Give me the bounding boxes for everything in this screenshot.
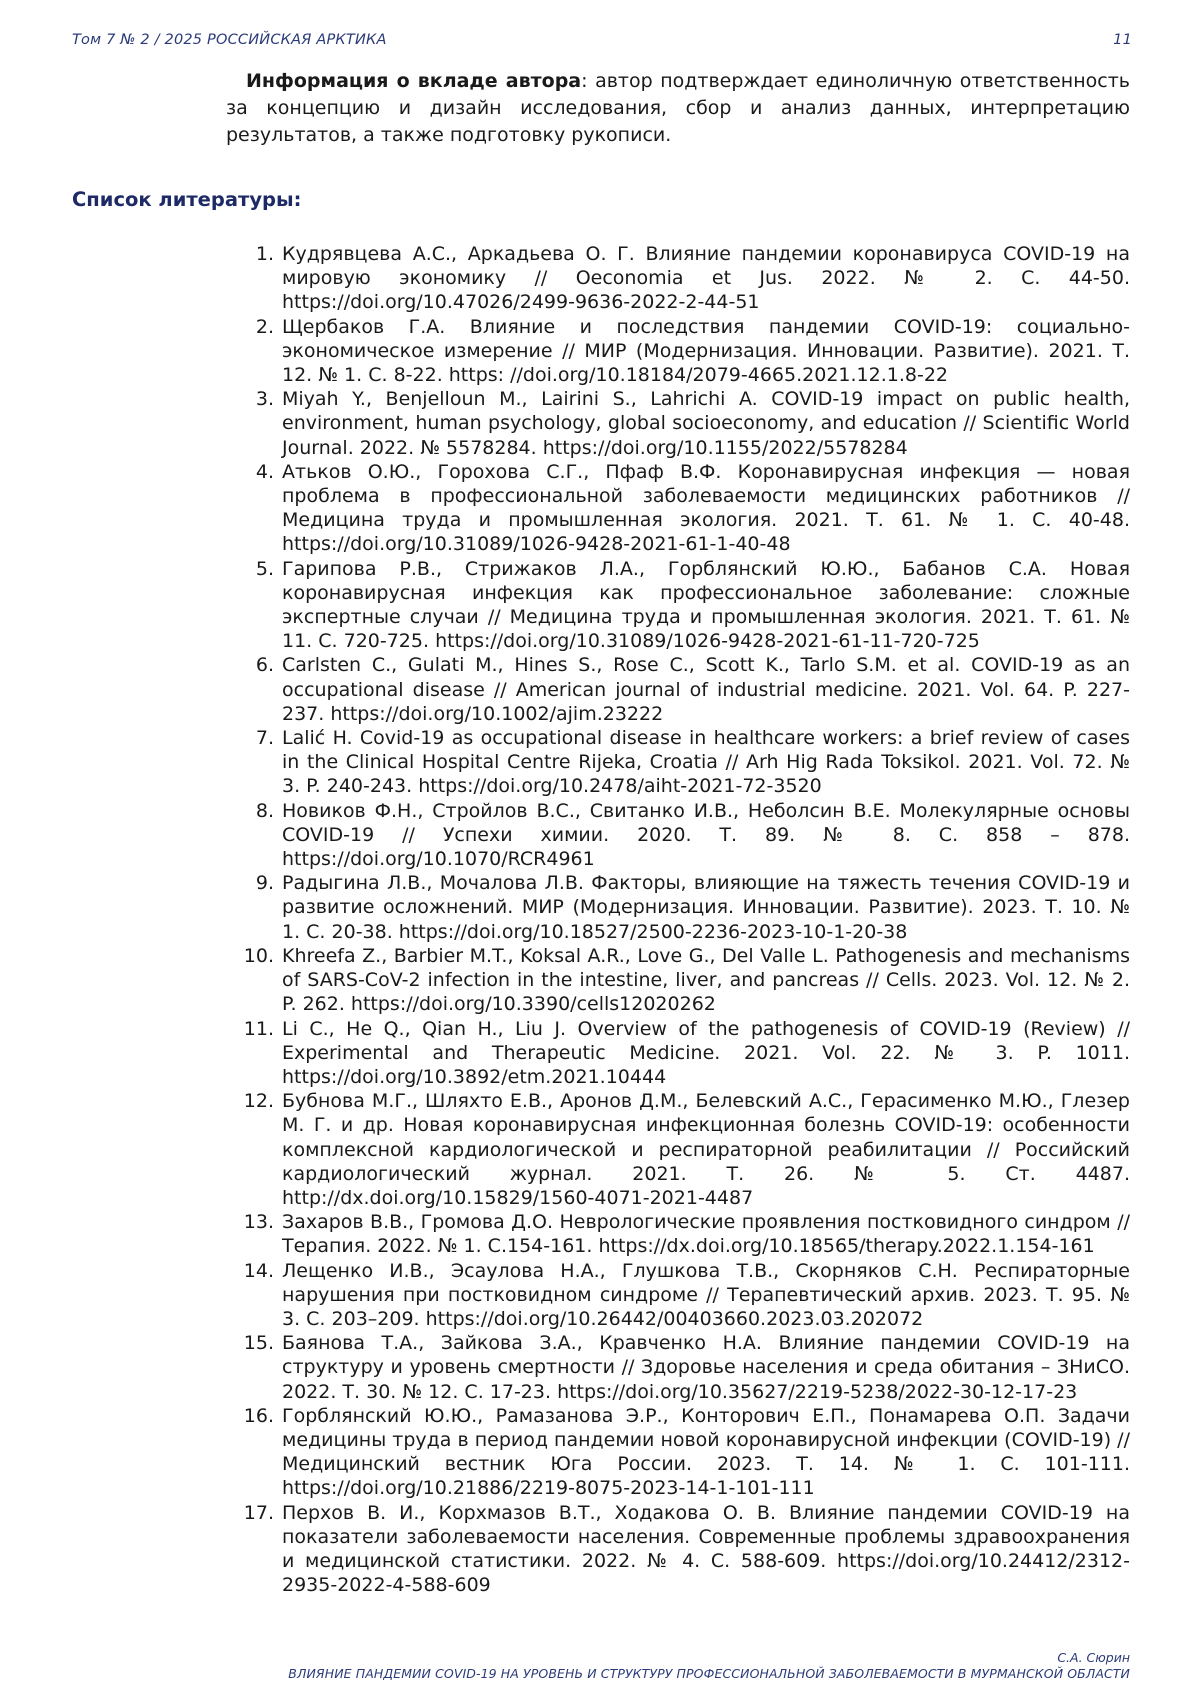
reference-text: Кудрявцева А.С., Аркадьева О. Г. Влияние пандемии коронавируса COVID-19 на мировую экономику // Oeconomia et Jus. 2022. № 2. С. 44-50. https://doi.org/10.47026/2499-9636-2022-2-44-51 [282,243,1130,314]
reference-number: 11. [243,1017,274,1040]
reference-item [226,557,1130,654]
reference-item [226,944,1130,1017]
reference-item [226,653,1130,726]
reference-text: Miyah Y., Benjelloun M., Lairini S., Lahrichi A. COVID-19 impact on public health, environment, human psychology, global socioeconomy, and education // Scientific World Journal. 2022. № 5578284. https://doi.org/10.1155/2022/5578284 [282,388,1130,459]
page-number: 11 [1113,32,1132,48]
reference-text: Перхов В. И., Корхмазов В.Т., Ходакова О. В. Влияние пандемии COVID-19 на показатели заболеваемости населения. Современные проблемы здравоохранения и медицинской статистики. 2022. № 4. С. 588-609. https://doi.org/10.24412/2312-2935-2022-4-588-609 [282,1501,1130,1597]
reference-item [226,315,1130,388]
reference-text: Атьков О.Ю., Горохова С.Г., Пфаф В.Ф. Коронавирусная инфекция — новая проблема в профессиональной заболеваемости медицинских работников // Медицина труда и промышленная экология. 2021. Т. 61. № 1. С. 40-48. https://doi.org/10.31089/1026-9428-2021-61-1-40-48 [282,460,1130,556]
reference-item [226,871,1130,944]
reference-text: Новиков Ф.Н., Стройлов В.С., Свитанко И.В., Неболсин В.Е. Молекулярные основы COVID-19 // Успехи химии. 2020. Т. 89. № 8. С. 858 – 878. https://doi.org/10.1070/RCR4961 [282,799,1130,871]
reference-number: 8. [255,799,274,822]
reference-item [226,1404,1130,1501]
author-contribution-lead: Информация о вкладе автора [246,70,582,92]
reference-text: Захаров В.В., Громова Д.О. Неврологические проявления постковидного синдром // Терапия. 2022. № 1. С.154-161. https://dx.doi.org/10.18565/therapy.2022.1.154-161 [282,1211,1130,1258]
reference-number: 4. [255,460,274,483]
reference-item [226,387,1130,460]
reference-text: Щербаков Г.А. Влияние и последствия пандемии COVID-19: социально-экономическое измерение // МИР (Модернизация. Инновации. Развитие). 2021. Т. 12. № 1. С. 8-22. https: //doi.org/10.18184/2079-4665.2021.12.1.8-22 [282,315,1130,387]
reference-number: 6. [255,654,274,677]
reference-number: 13. [243,1211,274,1234]
reference-item [226,1210,1130,1258]
reference-number: 15. [243,1332,274,1355]
journal-issue: Том 7 № 2 / 2025 РОССИЙСКАЯ АРКТИКА [72,32,387,48]
reference-number: 1. [255,243,274,265]
reference-list [226,242,1130,1597]
reference-text: Lalić H. Covid-19 as occupational disease in healthcare workers: a brief review of cases in the Clinical Hospital Centre Rijeka, Croatia // Arh Hig Rada Toksikol. 2021. Vol. 72. № 3. P. 240-243. https://doi.org/10.2478/aiht-2021-72-3520 [282,727,1130,798]
reference-number: 17. [243,1501,274,1524]
reference-text: Carlsten C., Gulati M., Hines S., Rose C., Scott K., Tarlo S.M. et al. COVID-19 as an occupational disease // American journal of industrial medicine. 2021. Vol. 64. P. 227-237. https://doi.org/10.1002/ajim.23222 [282,654,1130,725]
reference-text: Бубнова М.Г., Шляхто Е.В., Аронов Д.М., Белевский А.С., Герасименко М.Ю., Глезер М. Г. и др. Новая коронавирусная инфекционная болезнь COVID-19: особенности комплексной кардиологической и респираторной реабилитации // Российский кардиологический журнал. 2021. Т. 26. № 5. Ст. 4487. http://dx.doi.org/10.15829/1560-4071-2021-4487 [282,1090,1130,1209]
reference-number: 10. [243,944,274,967]
reference-text: Li C., He Q., Qian H., Liu J. Overview of the pathogenesis of COVID-19 (Review) // Experimental and Therapeutic Medicine. 2021. Vol. 22. № 3. P. 1011. https://doi.org/10.3892/etm.2021.10444 [282,1017,1130,1088]
reference-number: 3. [255,388,274,411]
author-contribution-paragraph [226,68,1130,149]
reference-item [226,799,1130,872]
references-heading: Список литературы: [72,188,302,211]
reference-text: Горблянский Ю.Ю., Рамазанова Э.Р., Конторович Е.П., Понамарева О.П. Задачи медицины труда в период пандемии новой коронавирусной инфекции (COVID-19) // Медицинский вестник Юга России. 2023. Т. 14. № 1. С. 101-111. https://doi.org/10.21886/2219-8075-2023-14-1-101-111 [282,1404,1130,1500]
reference-number: 14. [243,1259,274,1282]
reference-text: Радыгина Л.В., Мочалова Л.В. Факторы, влияющие на тяжесть течения COVID-19 и развитие осложнений. МИР (Модернизация. Инновации. Развитие). 2023. Т. 10. № 1. С. 20-38. https://doi.org/10.18527/2500-2236-2023-10-1-20-38 [282,872,1130,943]
author-contribution-text: : автор подтверждает единоличную ответственность за концепцию и дизайн исследования, сбор и анализ данных, интерпретацию результатов, а также подготовку рукописи. [226,70,1130,146]
reference-number: 16. [243,1404,274,1427]
reference-text: Лещенко И.В., Эсаулова Н.А., Глушкова Т.В., Скорняков С.Н. Респираторные нарушения при постковидном синдроме // Терапевтический архив. 2023. Т. 95. № 3. С. 203–209. https://doi.org/10.26442/00403660.2023.03.202072 [282,1259,1130,1330]
reference-item [226,460,1130,557]
reference-item [226,1259,1130,1332]
reference-number: 12. [243,1090,274,1113]
reference-text: Баянова Т.А., Зайкова З.А., Кравченко Н.А. Влияние пандемии COVID-19 на структуру и уровень смертности // Здоровье населения и среда обитания – ЗНиСО. 2022. Т. 30. № 12. С. 17-23. https://doi.org/10.35627/2219-5238/2022-30-12-17-23 [282,1332,1130,1403]
reference-item [226,1501,1130,1598]
reference-item [226,1017,1130,1090]
footer-article-title: ВЛИЯНИЕ ПАНДЕМИИ COVID-19 НА УРОВЕНЬ И СТРУКТУРУ ПРОФЕССИОНАЛЬНОЙ ЗАБОЛЕВАЕМОСТИ В МУРМАНСКОЙ ОБЛАСТИ [288,1666,1130,1681]
reference-item [226,242,1130,315]
reference-number: 9. [255,872,274,895]
reference-item [226,1089,1130,1210]
running-header [72,32,1132,48]
reference-number: 7. [255,727,274,750]
reference-number: 2. [255,315,274,338]
reference-text: Khreefa Z., Barbier M.T., Koksal A.R., Love G., Del Valle L. Pathogenesis and mechanisms of SARS-CoV-2 infection in the intestine, liver, and pancreas // Cells. 2023. Vol. 12. № 2. P. 262. https://doi.org/10.3390/cells12020262 [282,944,1130,1016]
reference-item [226,1331,1130,1404]
reference-text: Гарипова Р.В., Стрижаков Л.А., Горблянский Ю.Ю., Бабанов С.А. Новая коронавирусная инфекция как профессиональное заболевание: сложные экспертные случаи // Медицина труда и промышленная экология. 2021. Т. 61. № 11. С. 720-725. https://doi.org/10.31089/1026-9428-2021-61-11-720-725 [282,557,1130,653]
reference-number: 5. [255,557,274,580]
reference-item [226,726,1130,799]
footer-author: С.А. Сюрин [1057,1650,1130,1665]
